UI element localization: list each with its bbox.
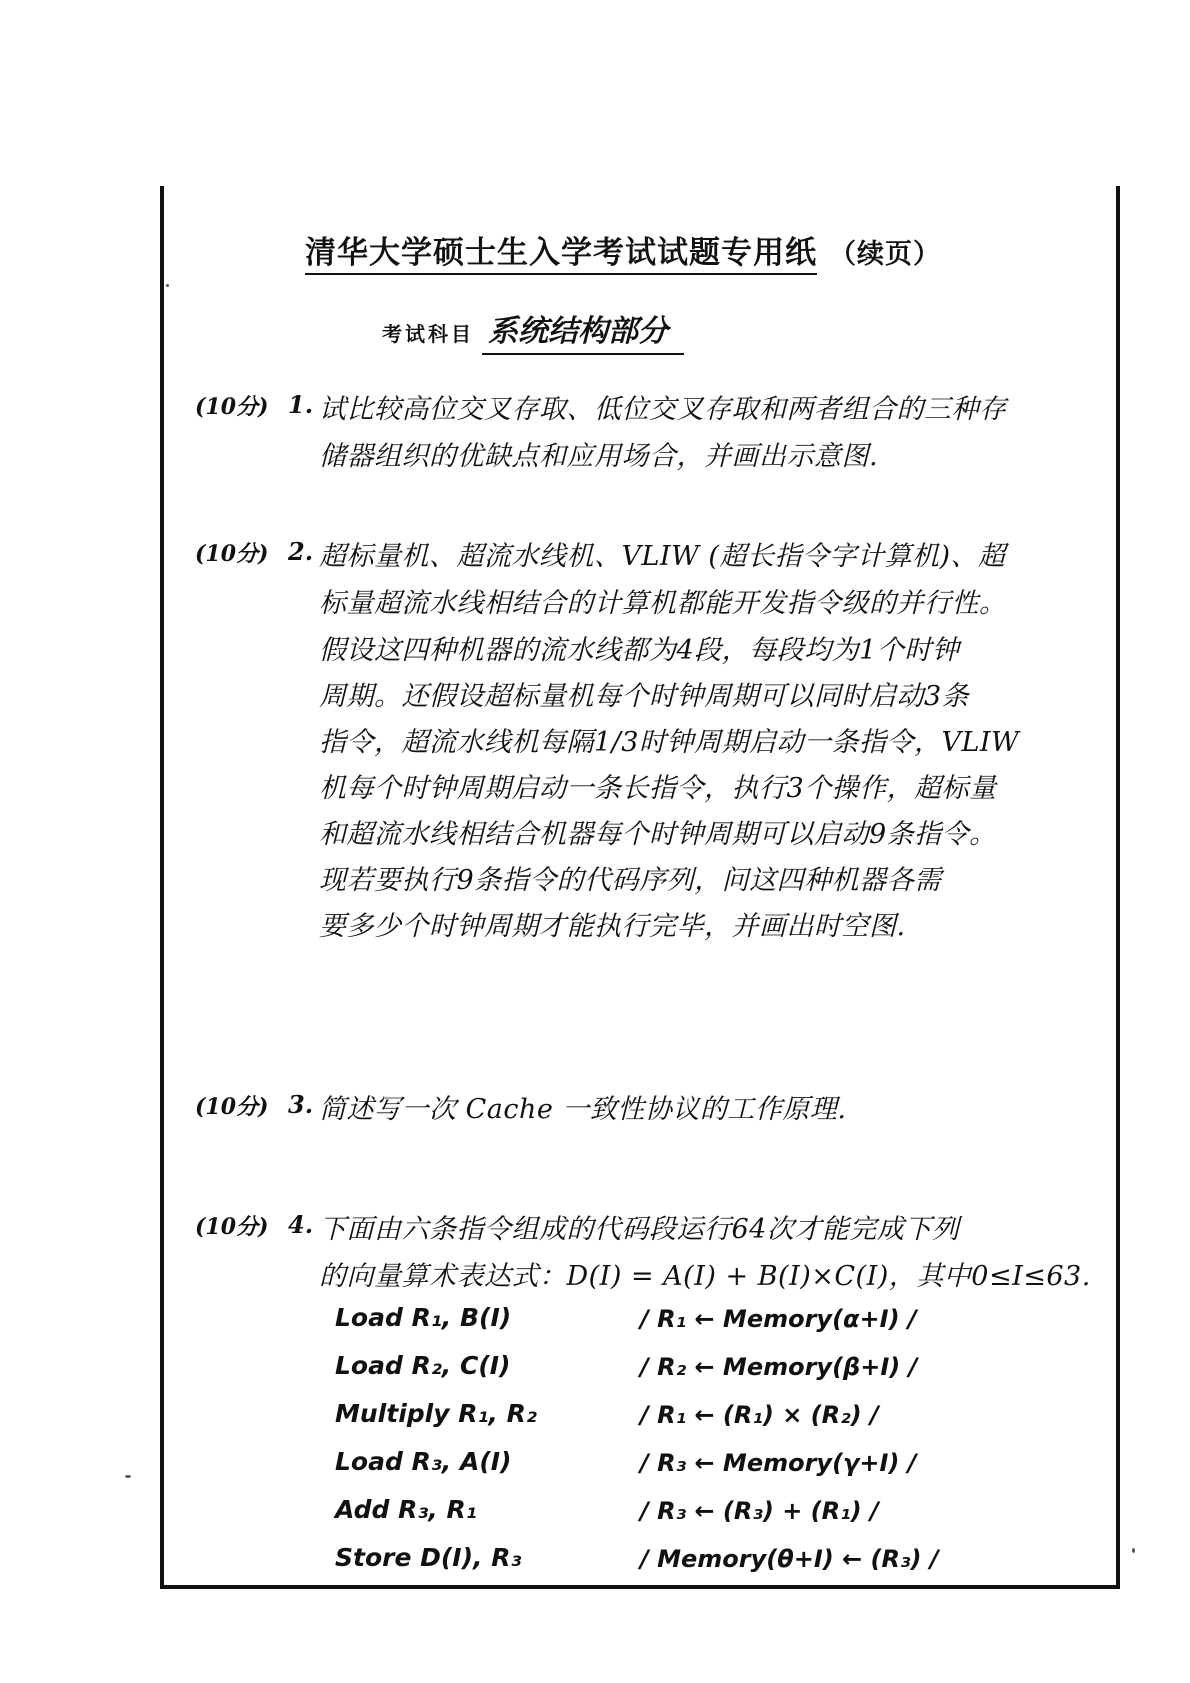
continuation-label: （续页） [829, 239, 941, 270]
subject-line [382, 306, 684, 355]
scan-speck [125, 1475, 131, 1478]
question-points: (10分) [195, 1094, 269, 1120]
instruction-operation: Store D(I), R₃ [335, 1543, 522, 1572]
instruction-comment: / R₃ ← Memory(γ+I) / [640, 1449, 917, 1477]
instruction-operation: Load R₁, B(I) [335, 1303, 512, 1332]
question-4 [195, 1210, 1091, 1573]
question-text-line: 标量超流水线相结合的计算机都能开发指令级的并行性。 [319, 588, 1007, 619]
question-text-line: 机每个时钟周期启动一条长指令，执行3个操作，超标量 [319, 773, 997, 804]
instruction-comment: / R₁ ← Memory(α+I) / [640, 1305, 917, 1333]
instruction-operation: Load R₂, C(I) [335, 1351, 511, 1380]
subject-value: 系统结构部分 [482, 306, 684, 355]
instruction-operation: Multiply R₁, R₂ [335, 1399, 537, 1428]
instruction-comment: / R₃ ← (R₃) + (R₁) / [640, 1497, 879, 1525]
question-points: (10分) [195, 541, 269, 567]
subject-label: 考试科目 [382, 322, 474, 346]
instruction-comment: / Memory(θ+I) ← (R₃) / [640, 1545, 939, 1573]
question-2 [195, 537, 1075, 942]
question-text-line: 简述写一次 Cache 一致性协议的工作原理. [319, 1094, 847, 1125]
question-text-line: 和超流水线相结合机器每个时钟周期可以启动9条指令。 [319, 819, 997, 850]
question-number: 1. [288, 390, 314, 419]
question-text-line: 假设这四种机器的流水线都为4段，每段均为1个时钟 [319, 635, 960, 666]
exam-paper-title: 清华大学硕士生入学考试试题专用纸 [305, 235, 817, 275]
question-text-line: 指令，超流水线机每隔1/3时钟周期启动一条指令，VLIW [319, 727, 1020, 758]
question-points: (10分) [195, 1214, 269, 1240]
instruction-operation: Load R₃, A(I) [335, 1447, 512, 1476]
question-points: (10分) [195, 394, 269, 420]
instruction-operation: Add R₃, R₁ [335, 1495, 477, 1524]
scan-speck [166, 284, 169, 287]
question-text-line: 现若要执行9条指令的代码序列，问这四种机器各需 [319, 865, 942, 896]
instruction-comment: / R₂ ← Memory(β+I) / [640, 1353, 918, 1381]
question-text-line: 超标量机、超流水线机、VLIW (超长指令字计算机)、超 [319, 541, 1006, 572]
question-text-line: 储器组织的优缺点和应用场合，并画出示意图. [319, 441, 879, 472]
question-number: 2. [288, 537, 314, 566]
question-text-line: 试比较高位交叉存取、低位交叉存取和两者组合的三种存 [319, 394, 1007, 425]
question-text-line: 要多少个时钟周期才能执行完毕，并画出时空图. [319, 911, 906, 942]
question-3 [195, 1090, 1075, 1130]
question-text-line: 下面由六条指令组成的代码段运行64次才能完成下列 [319, 1214, 960, 1245]
question-text-line: 的向量算术表达式：D(I) = A(I) + B(I)×C(I)，其中0≤I≤63. [319, 1261, 1091, 1292]
page-title [305, 227, 941, 272]
scan-speck [1132, 1548, 1135, 1553]
question-number: 4. [288, 1210, 314, 1239]
question-number: 3. [288, 1090, 314, 1119]
instruction-comment: / R₁ ← (R₁) × (R₂) / [640, 1401, 879, 1429]
question-1 [195, 390, 1075, 470]
question-text-line: 周期。还假设超标量机每个时钟周期可以同时启动3条 [319, 681, 970, 712]
